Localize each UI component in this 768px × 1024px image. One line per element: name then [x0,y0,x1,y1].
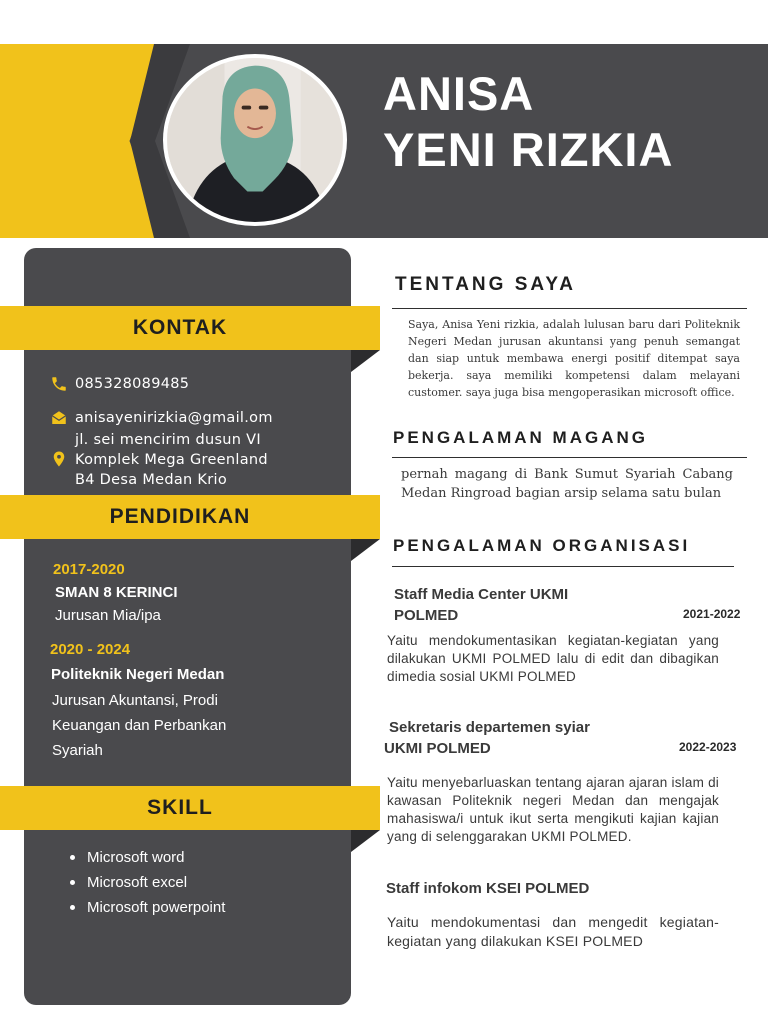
skill-section-banner [0,786,380,830]
about-title: TENTANG SAYA [395,274,576,295]
location-pin-icon [50,450,68,468]
organization-description: Yaitu mendokumentasi dan mengedit kegiatan-kegiatan yang dilakukan KSEI POLMED [387,914,719,949]
education-years: 2020 - 2024 [50,641,131,658]
role-line: Staff Media Center UKMI [394,586,569,603]
role-line: UKMI POLMED [384,740,491,757]
internship-text: pernah magang di Bank Sumut Syariah Cabang Medan Ringroad bagian arsip selama satu bulan [401,467,733,501]
contact-address [50,430,268,490]
education-detail [55,603,161,628]
skill-title: SKILL [147,796,213,819]
internship-title: PENGALAMAN MAGANG [393,428,648,447]
organization-title: PENGALAMAN ORGANISASI [393,536,691,555]
phone-number: 085328089485 [75,376,190,392]
organization-years: 2021-2022 [683,607,741,621]
education-title: PENDIDIKAN [109,505,251,528]
education-section-banner [0,495,380,539]
contact-section-banner [0,306,380,350]
section-divider [392,457,747,458]
name-line-1: ANISA [383,67,535,120]
education-detail-line: Keuangan dan Perbankan [52,717,227,734]
education-years: 2017-2020 [53,561,125,578]
organization-description: Yaitu mendokumentasikan kegiatan-kegiatan yang dilakukan UKMI POLMED lalu di edit dan dibagikan dimedia sosial UKMI POLMED [387,633,719,684]
profile-photo [163,54,347,226]
organization-role [394,584,568,626]
education-detail-line: Syariah [52,742,103,759]
banner-fold [351,539,380,561]
banner-fold [351,350,380,372]
section-divider [392,308,747,309]
education-detail-line: Jurusan Akuntansi, Prodi [52,692,218,709]
address-line-2: Komplek Mega Greenland [75,452,268,468]
education-detail [52,688,226,763]
contact-phone [50,374,189,394]
address-line-1: jl. sei mencirim dusun VI [75,432,261,448]
role-line: POLMED [394,607,459,624]
banner-fold [351,830,380,852]
name-line-2: YENI RIZKIA [383,123,674,176]
education-school: Politeknik Negeri Medan [51,666,225,683]
section-divider [392,566,734,567]
organization-role [386,880,589,897]
phone-icon [50,375,68,393]
email-address: anisayenirizkia@gmail.om [75,410,273,426]
education-detail-line: Jurusan Mia/ipa [55,607,161,624]
organization-role [384,717,590,759]
address-line-3: B4 Desa Medan Krio [75,472,228,488]
skill-item: Microsoft powerpoint [70,898,225,923]
about-text: Saya, Anisa Yeni rizkia, adalah lulusan baru dari Politeknik Negeri Medan jurusan akuntansi yang penuh semangat dan siap untuk membawa energi positif ditempat saya bekerja. saya memiliki kompetensi dalam melayani customer. saya juga bisa mengoperasikan microsoft office. [408,318,740,399]
organization-description: Yaitu menyebarluaskan tentang ajaran ajaran islam di kawasan Politeknik negeri Medan dan mengajak mahasiswa/i untuk ikut serta mengikuti kajian kajian yang di selenggarakan UKMI POLMED. [387,775,719,844]
role-line: Sekretaris departemen syiar [389,719,590,736]
email-icon [50,409,68,427]
organization-years: 2022-2023 [679,740,737,754]
skill-list [70,848,225,923]
role-line: Staff infokom KSEI POLMED [386,880,590,897]
contact-email [50,408,273,428]
education-school: SMAN 8 KERINCI [55,584,178,601]
contact-title: KONTAK [132,316,228,339]
skill-item: Microsoft word [70,848,225,873]
candidate-name [383,66,673,178]
skill-item: Microsoft excel [70,873,225,898]
address-text [75,430,268,490]
